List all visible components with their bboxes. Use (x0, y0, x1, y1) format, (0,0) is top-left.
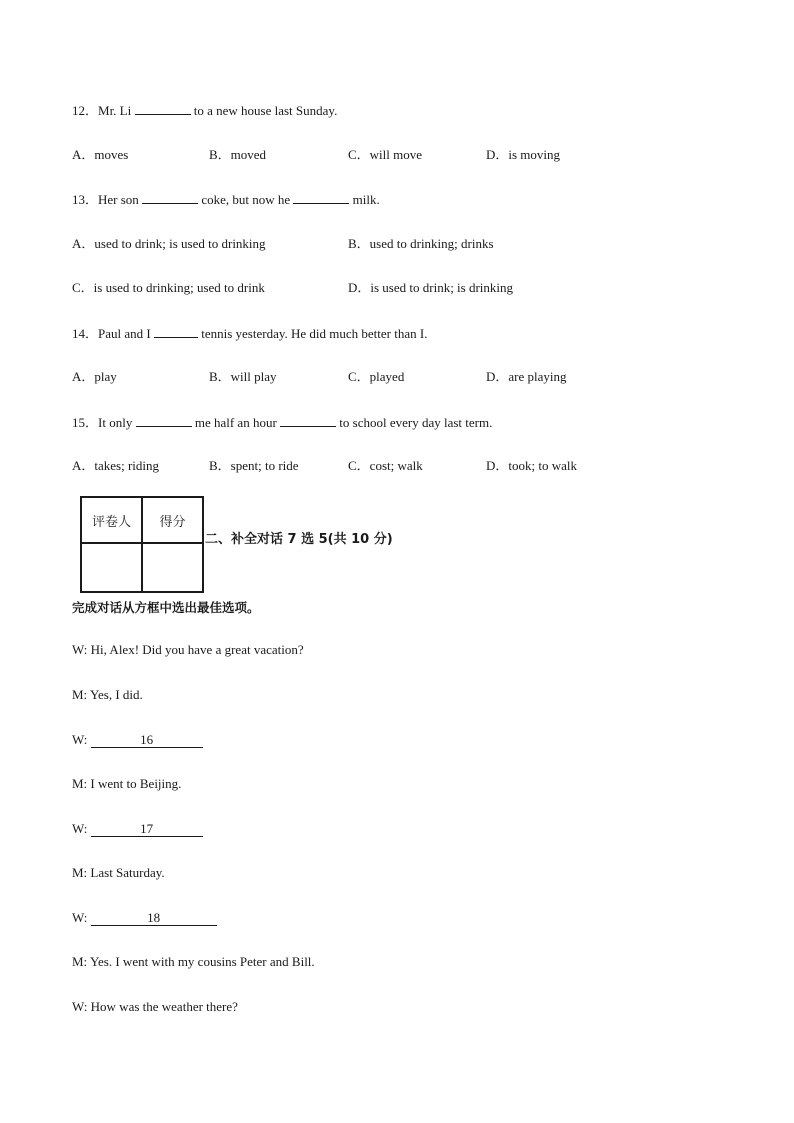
question-15 (72, 414, 492, 431)
question-text: tennis yesterday. He did much better than I. (197, 326, 428, 341)
question-text: me half an hour (194, 415, 281, 430)
option-d: D．is used to drink; is drinking (348, 280, 514, 295)
dialogue-line: W: 16 (72, 732, 203, 748)
question-number: 12． (72, 103, 99, 118)
question-text: milk. (349, 192, 380, 207)
option-b: B．will play (209, 369, 277, 384)
answer-blank-17: 17 (91, 822, 203, 837)
reviewer-header: 评卷人 (81, 497, 142, 543)
option-b: B．moved (209, 147, 267, 162)
option-c: C．played (348, 369, 405, 384)
answer-blank (142, 191, 198, 204)
dialogue-line: M: I went to Beijing. (72, 776, 182, 791)
option-c: C．cost; walk (348, 458, 423, 473)
answer-blank-18: 18 (91, 911, 217, 926)
dialogue-line: W: Hi, Alex! Did you have a great vacation? (72, 642, 304, 657)
question-text: Mr. Li (98, 103, 135, 118)
question-text: to school every day last term. (339, 415, 493, 430)
reviewer-cell[interactable] (81, 543, 142, 592)
option-b: B．spent; to ride (209, 458, 299, 473)
question-text: Paul and I (98, 326, 154, 341)
option-a: A．used to drink; is used to drinking (72, 236, 266, 251)
answer-blank-16: 16 (91, 733, 203, 748)
option-a: A．moves (72, 147, 129, 162)
question-number: 14． (72, 326, 99, 341)
score-cell[interactable] (142, 543, 203, 592)
question-13 (72, 191, 380, 208)
option-a: A．takes; riding (72, 458, 160, 473)
score-table (80, 496, 204, 593)
dialogue-line: M: Yes, I did. (72, 687, 143, 702)
question-text: Her son (98, 192, 143, 207)
option-b: B．used to drinking; drinks (348, 236, 494, 251)
option-d: D．took; to walk (486, 458, 577, 473)
question-14 (72, 325, 427, 342)
section-title: 二、补全对话 7 选 5(共 10 分) (205, 532, 393, 547)
option-a: A．play (72, 369, 117, 384)
score-header: 得分 (142, 497, 203, 543)
question-number: 13． (72, 192, 99, 207)
answer-blank (280, 414, 336, 427)
answer-blank (135, 102, 191, 115)
option-d: D．are playing (486, 369, 567, 384)
question-text: to a new house last Sunday. (190, 103, 338, 118)
question-12 (72, 102, 337, 119)
question-text: It only (98, 415, 136, 430)
dialogue-line: W: 17 (72, 821, 203, 837)
dialogue-line: W: 18 (72, 910, 217, 926)
dialogue-line: W: How was the weather there? (72, 999, 238, 1014)
option-d: D．is moving (486, 147, 561, 162)
answer-blank (293, 191, 349, 204)
question-number: 15． (72, 415, 99, 430)
option-c: C．is used to drinking; used to drink (72, 280, 265, 295)
dialogue-line: M: Last Saturday. (72, 865, 165, 880)
section-instruction: 完成对话从方框中选出最佳选项。 (72, 600, 260, 615)
answer-blank (136, 414, 192, 427)
option-c: C．will move (348, 147, 423, 162)
dialogue-line: M: Yes. I went with my cousins Peter and Bill. (72, 954, 315, 969)
answer-blank (154, 325, 198, 338)
question-text: coke, but now he (198, 192, 294, 207)
